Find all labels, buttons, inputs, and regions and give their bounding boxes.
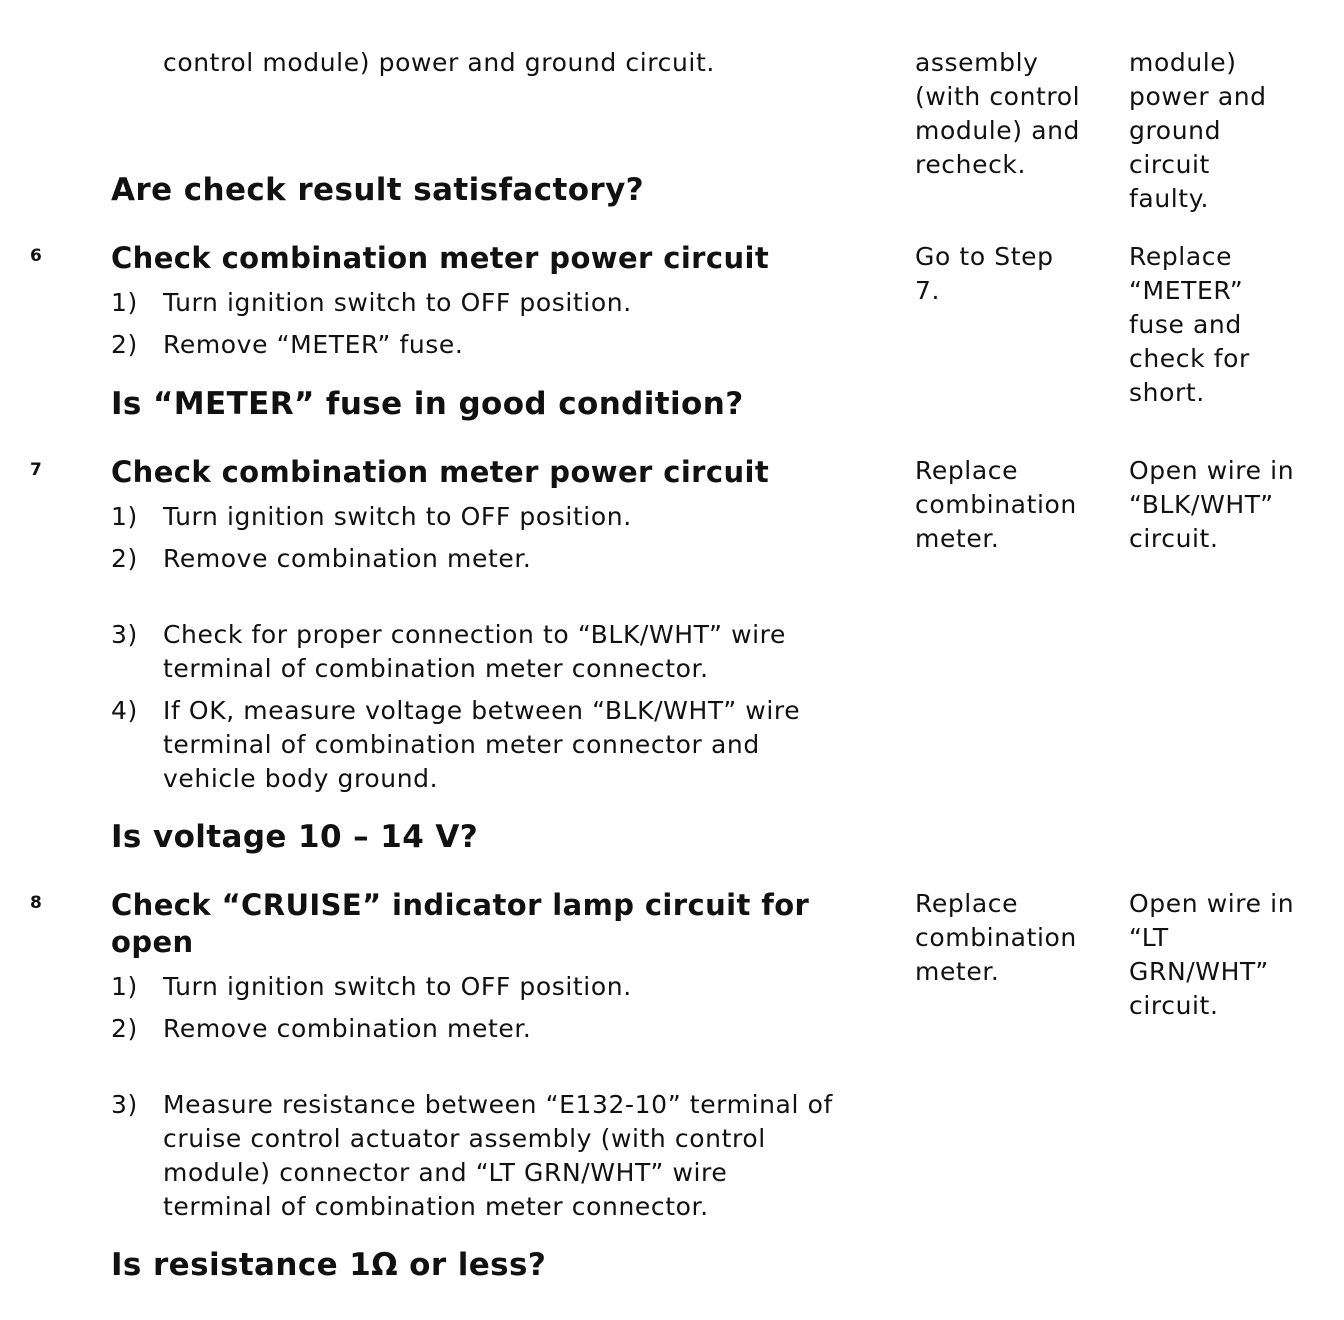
step-number: 8 [30, 893, 42, 913]
yes-cell: Go to Step 7. [915, 242, 1054, 305]
step-heading: Check combination meter power circuit [111, 241, 770, 275]
step-heading: Check combination meter power circuit [111, 455, 770, 489]
step-question: Is “METER” fuse in good condition? [111, 386, 744, 422]
no-cell: Open wire in “LT GRN/WHT” circuit. [1129, 889, 1295, 1020]
no-cell: Open wire in “BLK/WHT” circuit. [1129, 456, 1295, 553]
continued-no-cell: module) power and ground circuit faulty. [1129, 48, 1267, 213]
step-question: Is resistance 1Ω or less? [111, 1247, 547, 1283]
step-question: Is voltage 10 – 14 V? [111, 819, 479, 855]
no-cell: Replace “METER” fuse and check for short. [1129, 242, 1250, 407]
continued-check-text: control module) power and ground circuit. [163, 48, 715, 77]
step-heading: Check “CRUISE” indicator lamp circuit for open [111, 888, 810, 959]
step-number: 7 [30, 460, 42, 480]
step-number: 6 [30, 246, 42, 266]
yes-cell: Replace combination meter. [915, 456, 1077, 553]
troubleshooting-table-page: control module) power and ground circuit. Are check result satisfactory? assembly (with control module) and recheck. module) power and ground circuit faulty. 6 Check combination meter power circuit 1) Turn ignition switch to OFF position. 2) Remove “METER” fuse. Is “METER” fuse in good condition? Go to Step 7. Replace “METER” fuse and check for short. 7 Check combination meter power circuit 1) Turn ignition switch to OFF position. 2) Remove combination meter. 3) Check for proper connection to “BLK/WHT” wire terminal of combination meter connector. 4) If OK, measure voltage between “BLK/WHT” wire terminal of combination meter connector and vehicle body ground. Is voltage 10 – 14 V? Replace combination meter. Open wire in “BLK/WHT” circuit. 8 Check “CRUISE” indicator lamp circuit for open 1) Turn ignition switch to OFF position. 2) Remove combination meter. 3) Measure resistance between “E132-10” terminal of cruise control actuator assembly (with control module) connector and “LT GRN/WHT” wire terminal of combination meter connector. Is resistance 1Ω or less? Replace combination meter. Open wire in “LT GRN/WHT” circuit. [30, 48, 1295, 1283]
yes-cell: Replace combination meter. [915, 889, 1077, 986]
continued-question: Are check result satisfactory? [111, 172, 645, 208]
continued-yes-cell: assembly (with control module) and recheck. [915, 48, 1081, 179]
